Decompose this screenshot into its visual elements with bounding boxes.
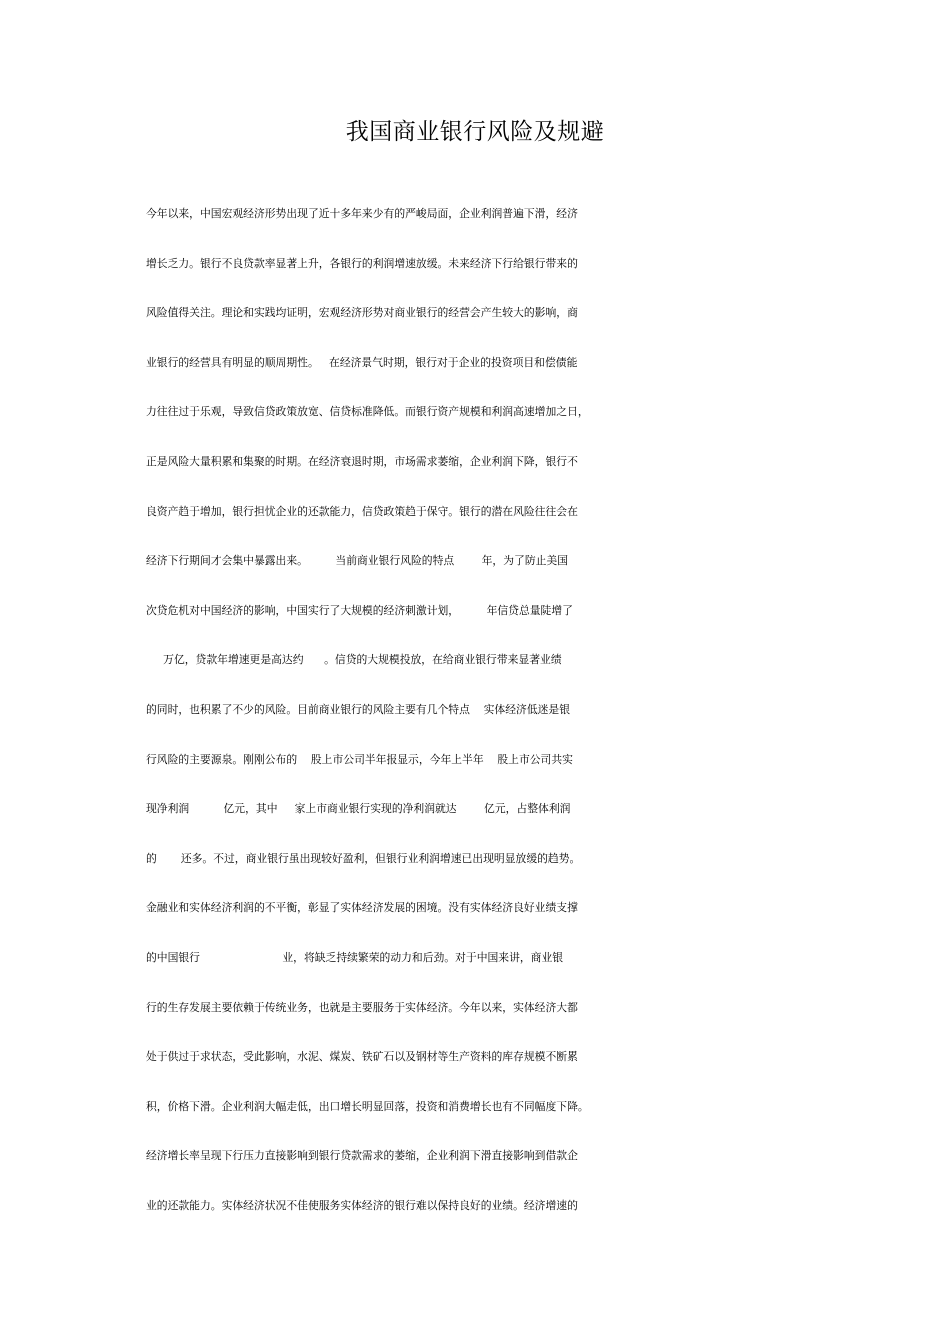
text-line: 现净利润 亿元，其中 家上市商业银行实现的净利润就达 亿元，占整体利润	[146, 802, 571, 816]
text-line: 行的生存发展主要依赖于传统业务，也就是主要服务于实体经济。今年以来，实体经济大都	[146, 1000, 578, 1014]
document-body	[146, 196, 816, 1237]
text-line: 处于供过于求状态，受此影响，水泥、煤炭、铁矿石以及钢材等生产资料的库存规模不断累	[146, 1050, 578, 1064]
text-line: 金融业和实体经济利润的不平衡，彰显了实体经济发展的困境。没有实体经济良好业绩支撑	[146, 901, 578, 915]
text-line: 风险值得关注。理论和实践均证明，宏观经济形势对商业银行的经营会产生较大的影响，商	[146, 306, 578, 320]
text-line: 力往往过于乐观，导致信贷政策放宽、信贷标准降低。而银行资产规模和利润高速增加之日，	[146, 405, 589, 419]
text-line: 万亿，贷款年增速更是高达约 。信贷的大规模投放，在给商业银行带来显著业绩	[146, 653, 562, 667]
text-line: 业银行的经营具有明显的顺周期性。 在经济景气时期，银行对于企业的投资项目和偿债能	[146, 355, 578, 369]
text-line: 业的还款能力。实体经济状况不佳使服务实体经济的银行难以保持良好的业绩。经济增速的	[146, 1198, 578, 1212]
text-line: 正是风险大量积累和集聚的时期。在经济衰退时期，市场需求萎缩，企业利润下降，银行不	[146, 454, 578, 468]
document-title: 我国商业银行风险及规避	[345, 119, 605, 145]
text-line: 积，价格下滑。企业利润大幅走低，出口增长明显回落，投资和消费增长也有不同幅度下降。	[146, 1099, 589, 1113]
text-line: 的同时，也积累了不少的风险。目前商业银行的风险主要有几个特点 实体经济低迷是银	[146, 702, 571, 716]
text-line: 今年以来，中国宏观经济形势出现了近十多年来少有的严峻局面，企业利润普遍下滑，经济	[146, 207, 578, 220]
text-line: 增长乏力。银行不良贷款率显著上升，各银行的利润增速放缓。未来经济下行给银行带来的	[146, 256, 578, 270]
text-line: 经济增长率呈现下行压力直接影响到银行贷款需求的萎缩，企业利润下滑直接影响到借款企	[146, 1149, 578, 1163]
text-line: 次贷危机对中国经济的影响，中国实行了大规模的经济刺激计划， 年信贷总量陡增了	[146, 603, 573, 617]
text-line: 行风险的主要源泉。刚刚公布的 股上市公司半年报显示，今年上半年 股上市公司共实	[146, 752, 573, 766]
text-line: 的中国银行 业，将缺乏持续繁荣的动力和后劲。对于中国来讲，商业银	[146, 950, 564, 964]
text-line: 的 还多。不过，商业银行虽出现较好盈利，但银行业利润增速已出现明显放缓的趋势。	[146, 851, 581, 865]
text-line: 良资产趋于增加，银行担忧企业的还款能力，信贷政策趋于保守。银行的潜在风险往往会在	[146, 504, 578, 518]
text-line: 经济下行期间才会集中暴露出来。 当前商业银行风险的特点 年，为了防止美国	[146, 554, 569, 568]
